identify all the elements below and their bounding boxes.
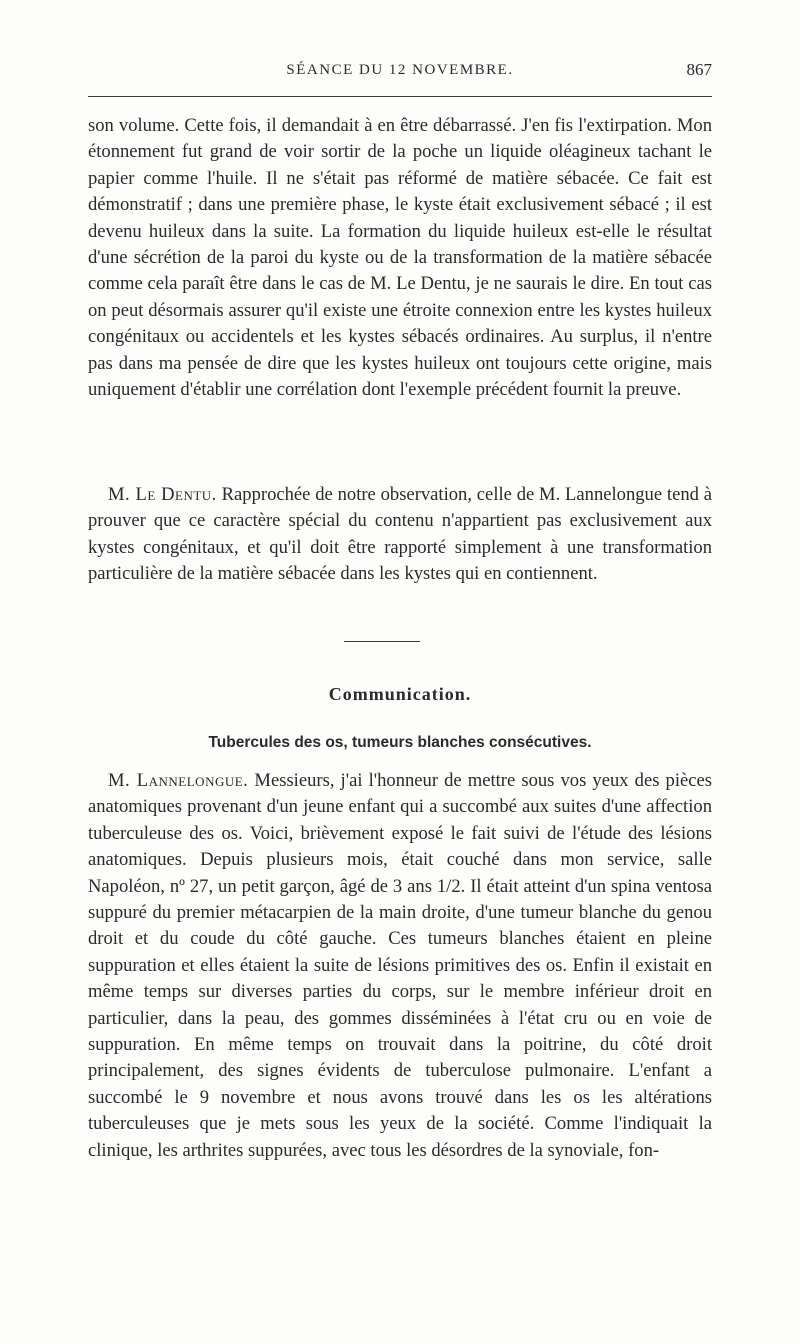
page-number: 867 (686, 60, 712, 79)
paragraph-2-text: Rapprochée de notre observation, celle de M. Lannelongue tend à prouver que ce caractère spécial du contenu n'appartient pas exclusivement aux kystes congénitaux, et qu'il doit être rapporté simplement à une transformation particulière de la matière sébacée dans les kystes qui en contiennent. (88, 484, 712, 585)
paragraph-continued (88, 113, 712, 403)
running-title: SÉANCE DU 12 NOVEMBRE. (286, 62, 514, 78)
paragraph-lannelongue (88, 768, 712, 1164)
paragraph-3-text: Messieurs, j'ai l'honneur de mettre sous vos yeux des pièces anatomiques provenant d'un jeune enfant qui a succombé aux suites d'une affection tuberculeuse des os. Voici, brièvement exposé le fait suivi de l'étude des lésions anatomiques. Depuis plusieurs mois, était couché dans mon service, salle Napoléon, nº 27, un petit garçon, âgé de 3 ans 1/2. Il était atteint d'un spina ventosa suppuré du premier métacarpien de la main droite, d'une tumeur blanche du genou droit et du coude du côté gauche. Ces tumeurs blanches étaient en pleine suppuration et elles étaient la suite de lésions primitives des os. Enfin il existait en même temps sur diverses parties du corps, sur le membre inférieur droit en particulier, dans la peau, des gommes disséminées à l'état cru ou en voie de suppuration. En même temps on trouvait dans la poitrine, du côté droit principalement, des signes évidents de tuberculose pulmonaire. L'enfant a succombé le 9 novembre et nous avons trouvé dans les os les altérations tuberculeuses que je mets sous les yeux de la société. Comme l'indiquait la clinique, les arthrites suppurées, avec tous les désordres de la synoviale, fon- (88, 770, 712, 1161)
section-title: Communication. (328, 684, 472, 704)
section-divider (344, 641, 420, 642)
paragraph-1-text: son volume. Cette fois, il demandait à en être débarrassé. J'en fis l'extirpation. Mon étonnement fut grand de voir sortir de la poche un liquide oléagineux tachant le papier comme l'huile. Il ne s'était pas réformé de matière sébacée. Ce fait est démonstratif ; dans une première phase, le kyste était exclusivement sébacé ; il est devenu huileux dans la suite. La formation du liquide huileux est-elle le résultat d'une sécrétion de la paroi du kyste ou de la transformation de la matière sébacée comme cela paraît être dans le cas de M. Le Dentu, je ne saurais le dire. En tout cas on peut désormais assurer qu'il existe une étroite connexion entre les kystes huileux congénitaux ou accidentels et les kystes sébacés ordinaires. Au surplus, il n'entre pas dans ma pensée de dire que les kystes huileux ont toujours cette origine, mais uniquement d'établir une corrélation dont l'exemple précédent fournit la preuve. (88, 115, 712, 401)
speaker-le-dentu: M. Le Dentu. (108, 484, 217, 505)
running-head (88, 58, 712, 86)
paragraph-le-dentu (88, 482, 712, 588)
header-rule (88, 96, 712, 97)
speaker-lannelongue: M. Lannelongue. (108, 770, 249, 791)
subsection-title: Tubercules des os, tumeurs blanches consécutives. (208, 734, 592, 751)
